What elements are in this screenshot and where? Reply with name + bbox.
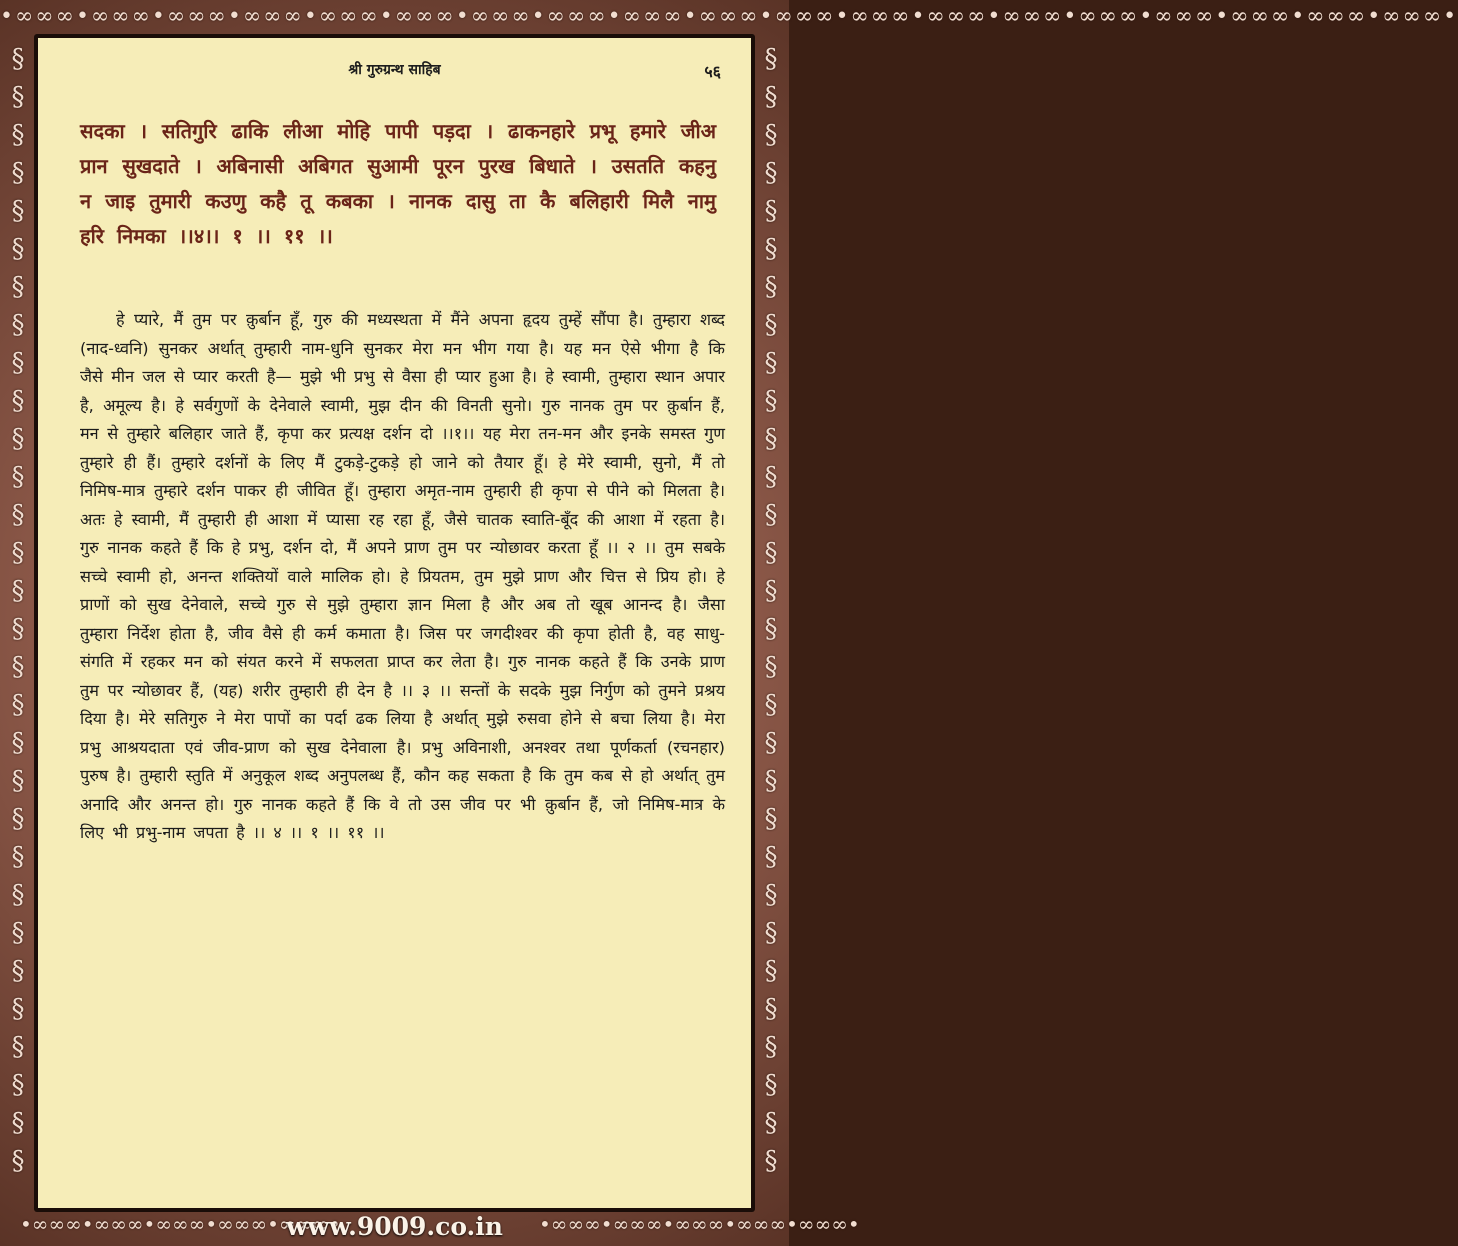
translation-paragraph: हे प्यारे, मैं तुम पर क़ुर्बान हूँ, गुरु की मध्यस्थता में मैंने अपना हृदय तुम्हें सौंपा है। तुम्हारा शब्द (नाद-ध्वनि) सुनकर अर्थात् तुम्हारी नाम-धुनि सुनकर मेरा मन भीग गया है। यह मन ऐसे भीगा है कि जैसे मीन जल से प्यार करती है— मुझे भी प्रभु से वैसा ही प्यार हुआ है। हे स्वामी, तुम्हारा स्थान अपार है, अमूल्य है। हे सर्वगुणों के देनेवाले स्वामी, मुझ दीन की विनती सुनो। गुरु नानक तुम पर क़ुर्बान हैं, मन से तुम्हारे बलिहार जाते हैं, कृपा कर प्रत्यक्ष दर्शन दो ।।१।। यह मेरा तन-मन और इनके समस्त गुण तुम्हारे ही हैं। तुम्हारे दर्शनों के लिए मैं टुकड़े-टुकड़े हो जाने को तैयार हूँ। हे मेरे स्वामी, सुनो, मैं तो निमिष-मात्र तुम्हारे दर्शन पाकर ही जीवित हूँ। तुम्हारा अमृत-नाम तुम्हारी ही कृपा से पीने को मिलता है। अतः हे स्वामी, मैं तुम्हारी ही आशा में प्यासा रह रहा हूँ, जैसे चातक स्वाति-बूँद की आशा में रहता है। गुरु नानक कहते हैं कि हे प्रभु, दर्शन दो, मैं अपने प्राण तुम पर न्योछावर करता हूँ ।। २ ।। तुम सबके सच्चे स्वामी हो, अनन्त शक्तियों वाले मालिक हो। हे प्रियतम, तुम मुझे प्राण और चित्त से प्रिय हो। हे प्राणों को सुख देनेवाले, सच्चे गुरु से मुझे तुम्हारा ज्ञान मिला है और अब तो खूब आनन्द है। जैसा तुम्हारा निर्देश होता है, जीव वैसे ही कर्म कमाता है। जिस पर जगदीश्वर की कृपा होती है, वह साधु-संगति में रहकर मन को संयत करने में सफलता प्राप्त कर लेता है। गुरु नानक कहते हैं कि उनके प्राण तुम पर न्योछावर हैं, (यह) शरीर तुम्हारी ही देन है ।। ३ ।। सन्तों के सदके मुझ निर्गुण को तुमने प्रश्रय दिया है। मेरे सतिगुरु ने मेरा पापों का पर्दा ढक लिया है अर्थात् मुझे रुसवा होने से बचा लिया है। मेरा प्रभु आश्रयदाता एवं जीव-प्राण को सुख देनेवाला है। प्रभु अविनाशी, अनश्वर तथा पूर्णकर्ता (रचनहार) पुरुष है। तुम्हारी स्तुति में अनुकूल शब्द अनुपलब्ध हैं, कौन कह सकता है कि तुम कब से हो अर्थात् तुम अनादि और अनन्त हो। गुरु नानक कहते हैं कि वे तो उस जीव पर भी क़ुर्बान हैं, जो निमिष-मात्र के लिए भी प्रभु-नाम जपता है ।। ४ ।। १ ।। ११ ।। [80,310,725,842]
bottom-left-ornament: •∞∞∞•∞∞∞•∞∞∞•∞∞∞•∞∞∞• [20,1212,341,1236]
top-border-ornament: •∞∞∞•∞∞∞•∞∞∞•∞∞∞•∞∞∞•∞∞∞•∞∞∞•∞∞∞•∞∞∞•∞∞∞•∞∞∞•∞∞∞•∞∞∞•∞∞∞•∞∞∞•∞∞∞•∞∞∞•∞∞∞•∞∞∞• [0,4,1458,29]
page-title: श्री गुरुग्रन्थ साहिब [348,62,441,78]
scripture-page [38,38,751,1208]
website-footer: www.9009.co.in [286,1212,503,1241]
gurbani-verse: सदका । सतिगुरि ढाकि लीआ मोहि पापी पड़दा । ढाकनहारे प्रभू हमारे जीअ प्रान सुखदाते । अबिनासी अबिगत सुआमी पूरन पुरख बिधाते । उसतति कहनु न जाइ तुमारी कउणु कहै तू कबका । नानक दासु ता कै बलिहारी मिलै नामु हरि निमका ।।४।। १ ।। ११ ।। [80,119,716,248]
page-number: ५६ [704,62,721,81]
right-border-ornament: § § § § § § § § § § § § § § § § § § § § § § § § § § § § § § [764,44,778,1176]
translation-text [80,306,725,848]
bottom-right-ornament: •∞∞∞•∞∞∞•∞∞∞•∞∞∞•∞∞∞• [539,1212,860,1236]
page-header [38,60,751,84]
left-border-ornament: § § § § § § § § § § § § § § § § § § § § § § § § § § § § § § [11,44,25,1176]
